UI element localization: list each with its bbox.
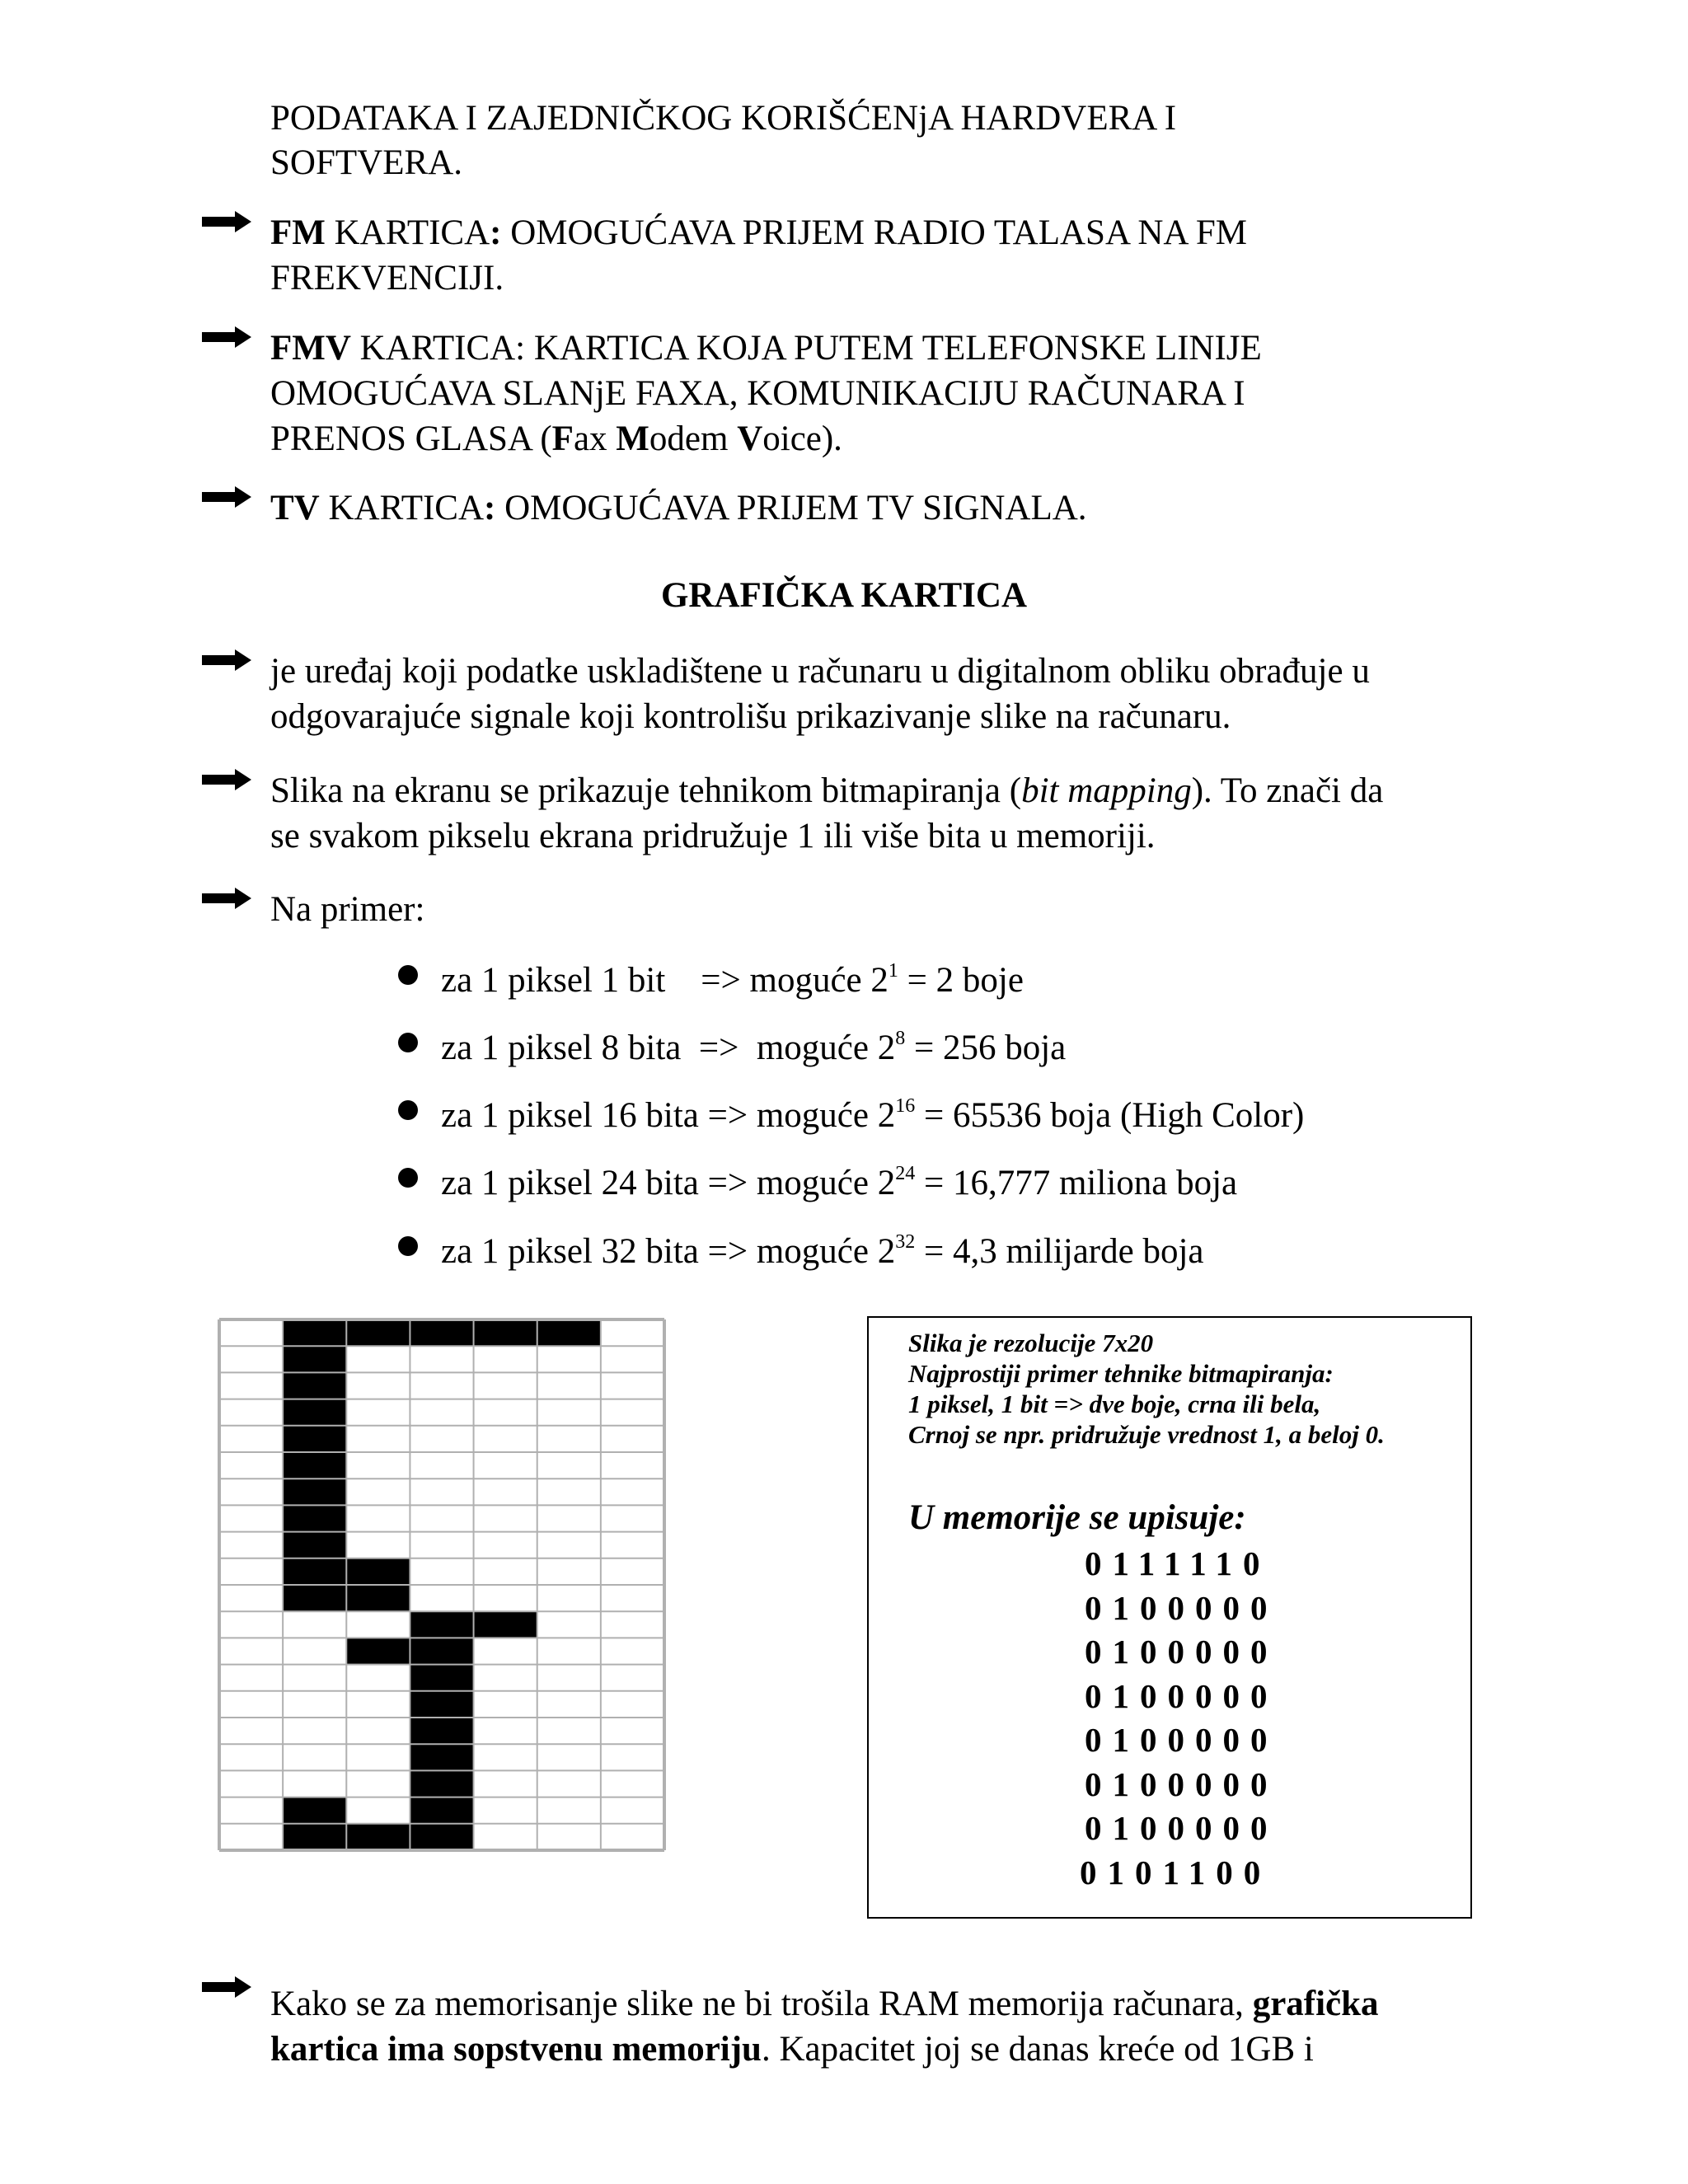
memory-row: 0100000 — [1085, 1588, 1278, 1627]
pixel-white — [410, 1585, 473, 1611]
pixel-white — [346, 1479, 410, 1505]
pixel-black — [410, 1824, 473, 1850]
pixel-black — [346, 1638, 410, 1664]
intro-line-1: PODATAKA I ZAJEDNIČKOG KORIŠĆENjA HARDVERA I — [270, 99, 1177, 138]
pixel-white — [474, 1718, 537, 1744]
pixel-white — [219, 1824, 283, 1850]
pixel-white — [219, 1718, 283, 1744]
info-line-1: Slika je rezolucije 7x20 — [908, 1329, 1154, 1357]
para1-line-2: odgovarajuće signale koji kontrolišu prikazivanje slike na računaru. — [270, 697, 1231, 736]
pixel-white — [601, 1319, 664, 1346]
memory-row: 0100000 — [1085, 1765, 1278, 1803]
bullet-icon — [398, 1168, 418, 1188]
pixel-white — [346, 1797, 410, 1824]
para2-line-2: se svakom pikselu ekrana pridružuje 1 ili više bita u memoriji. — [270, 817, 1156, 855]
pixel-white — [474, 1399, 537, 1426]
pixel-white — [346, 1611, 410, 1638]
pixel-white — [601, 1399, 664, 1426]
pixel-white — [346, 1532, 410, 1558]
pixel-black — [410, 1665, 473, 1691]
pixel-black — [283, 1797, 346, 1824]
pixel-white — [537, 1691, 601, 1718]
pixel-black — [410, 1319, 473, 1346]
pixel-black — [410, 1797, 473, 1824]
pixel-white — [537, 1426, 601, 1452]
example-item: za 1 piksel 16 bita => moguće $2^{16} = 65536$ boja (High Color) — [441, 1095, 1305, 1135]
pixel-white — [474, 1797, 537, 1824]
pixel-white — [537, 1638, 601, 1664]
pixel-white — [219, 1505, 283, 1531]
arrow-icon — [202, 486, 251, 508]
pixel-white — [346, 1426, 410, 1452]
intro-line-2: SOFTVERA. — [270, 143, 462, 182]
info-title: U memorije se upisuje: — [908, 1498, 1246, 1537]
pixel-white — [601, 1611, 664, 1638]
pixel-black — [474, 1319, 537, 1346]
pixel-white — [219, 1426, 283, 1452]
pixel-white — [346, 1770, 410, 1797]
pixel-white — [537, 1532, 601, 1558]
pixel-black — [283, 1319, 346, 1346]
final-line-2: kartica ima sopstvenu memoriju. Kapacitet joj se danas kreće od 1GB i — [270, 2030, 1314, 2069]
pixel-white — [537, 1718, 601, 1744]
fmv-card-line-2: OMOGUĆAVA SLANjE FAXA, KOMUNIKACIJU RAČUNARA I — [270, 374, 1245, 413]
pixel-white — [537, 1479, 601, 1505]
example-item: za 1 piksel 32 bita => moguće $2^{32} = 4,3$ milijarde boja — [441, 1231, 1204, 1271]
pixel-white — [474, 1770, 537, 1797]
pixel-black — [283, 1399, 346, 1426]
fm-rest: KARTICA — [325, 213, 490, 252]
pixel-black — [410, 1770, 473, 1797]
pixel-black — [283, 1372, 346, 1399]
pixel-white — [474, 1744, 537, 1770]
pixel-white — [219, 1585, 283, 1611]
pixel-white — [346, 1452, 410, 1479]
fmv-card-line-3: PRENOS GLASA (Fax Modem Voice). — [270, 419, 842, 458]
pixel-white — [410, 1479, 473, 1505]
pixel-white — [346, 1718, 410, 1744]
memory-row: 0111110 — [1085, 1544, 1271, 1582]
pixel-white — [219, 1399, 283, 1426]
pixel-white — [537, 1399, 601, 1426]
pixel-white — [474, 1691, 537, 1718]
pixel-white — [283, 1665, 346, 1691]
pixel-white — [537, 1558, 601, 1585]
pixel-black — [283, 1505, 346, 1531]
arrow-icon — [202, 649, 251, 671]
info-line-3: 1 piksel, 1 bit => dve boje, crna ili bela, — [908, 1390, 1321, 1418]
pixel-white — [219, 1452, 283, 1479]
pixel-white — [346, 1399, 410, 1426]
pixel-white — [474, 1558, 537, 1585]
pixel-white — [601, 1797, 664, 1824]
pixel-black — [537, 1319, 601, 1346]
pixel-black — [410, 1744, 473, 1770]
pixel-white — [410, 1372, 473, 1399]
pixel-white — [601, 1585, 664, 1611]
pixel-white — [601, 1479, 664, 1505]
pixel-black — [474, 1611, 537, 1638]
pixel-white — [474, 1585, 537, 1611]
pixel-white — [219, 1532, 283, 1558]
pixel-black — [346, 1319, 410, 1346]
pixel-white — [283, 1691, 346, 1718]
info-box — [867, 1316, 1472, 1919]
arrow-icon — [202, 888, 251, 909]
pixel-black — [410, 1638, 473, 1664]
pixel-white — [219, 1691, 283, 1718]
pixel-white — [346, 1691, 410, 1718]
pixel-black — [283, 1824, 346, 1850]
pixel-white — [219, 1346, 283, 1372]
pixel-white — [410, 1346, 473, 1372]
arrow-icon — [202, 769, 251, 790]
pixel-white — [601, 1665, 664, 1691]
pixel-black — [283, 1346, 346, 1372]
pixel-white — [410, 1399, 473, 1426]
pixel-white — [474, 1479, 537, 1505]
pixel-white — [537, 1770, 601, 1797]
pixel-white — [537, 1665, 601, 1691]
tv-card-line: TV KARTICA: OMOGUĆAVA PRIJEM TV SIGNALA. — [270, 489, 1087, 527]
arrow-icon — [202, 211, 251, 232]
memory-row: 0100000 — [1085, 1809, 1278, 1847]
pixel-white — [219, 1558, 283, 1585]
arrow-icon — [202, 1976, 251, 1998]
pixel-white — [219, 1638, 283, 1664]
memory-row: 0100000 — [1085, 1721, 1278, 1759]
info-line-4: Crnoj se npr. pridružuje vrednost 1, a beloj 0. — [908, 1420, 1385, 1449]
pixel-white — [283, 1638, 346, 1664]
fmv-card-line-1 — [270, 326, 1262, 371]
fmv-abbr: FMV — [270, 329, 351, 368]
pixel-white — [601, 1691, 664, 1718]
bullet-icon — [398, 1236, 418, 1256]
pixel-black — [410, 1691, 473, 1718]
bit-mapping-term: bit mapping — [1021, 771, 1192, 810]
pixel-white — [474, 1346, 537, 1372]
pixel-white — [474, 1824, 537, 1850]
pixel-black — [283, 1452, 346, 1479]
fm-card-line-1 — [270, 211, 1247, 255]
info-line-2: Najprostiji primer tehnike bitmapiranja: — [908, 1359, 1334, 1388]
pixel-white — [537, 1797, 601, 1824]
pixel-white — [410, 1532, 473, 1558]
pixel-white — [219, 1744, 283, 1770]
pixel-white — [537, 1824, 601, 1850]
pixel-white — [537, 1372, 601, 1399]
pixel-black — [410, 1718, 473, 1744]
pixel-white — [601, 1346, 664, 1372]
example-item: za 1 piksel 8 bita => moguće $2^8 = 256$ boja — [441, 1028, 1067, 1067]
pixel-white — [474, 1638, 537, 1664]
pixel-white — [283, 1744, 346, 1770]
pixel-black — [346, 1558, 410, 1585]
pixel-white — [601, 1505, 664, 1531]
pixel-white — [601, 1452, 664, 1479]
pixel-white — [283, 1611, 346, 1638]
pixel-white — [537, 1505, 601, 1531]
bullet-icon — [398, 965, 418, 985]
pixel-black — [283, 1585, 346, 1611]
pixel-white — [537, 1744, 601, 1770]
pixel-white — [283, 1770, 346, 1797]
fm-text: OMOGUĆAVA PRIJEM RADIO TALASA NA FM — [501, 213, 1248, 252]
para2-line-1: Slika na ekranu se prikazuje tehnikom bitmapiranja (bit mapping). To znači da — [270, 771, 1384, 810]
pixel-black — [283, 1426, 346, 1452]
pixel-white — [601, 1770, 664, 1797]
pixel-white — [283, 1718, 346, 1744]
pixel-white — [346, 1346, 410, 1372]
pixel-white — [474, 1372, 537, 1399]
pixel-white — [410, 1426, 473, 1452]
pixel-white — [474, 1505, 537, 1531]
pixel-white — [219, 1611, 283, 1638]
tv-abbr: TV — [270, 489, 320, 527]
pixel-black — [410, 1611, 473, 1638]
pixel-white — [537, 1611, 601, 1638]
pixel-white — [474, 1426, 537, 1452]
bitmap-grid — [217, 1317, 667, 1853]
fm-colon: : — [490, 213, 502, 252]
section-title: GRAFIČKA KARTICA — [660, 576, 1028, 615]
memory-rows — [1080, 1542, 1278, 1895]
pixel-white — [537, 1585, 601, 1611]
memory-row: 0101100 — [1080, 1853, 1272, 1891]
memory-row: 0100000 — [1085, 1676, 1278, 1715]
pixel-white — [474, 1665, 537, 1691]
pixel-white — [601, 1426, 664, 1452]
pixel-white — [601, 1558, 664, 1585]
pixel-white — [346, 1372, 410, 1399]
pixel-white — [474, 1452, 537, 1479]
memory-row: 0100000 — [1085, 1633, 1278, 1671]
para3-text: Na primer: — [270, 890, 425, 929]
fmv-rest: KARTICA: KARTICA KOJA PUTEM TELEFONSKE LINIJE — [350, 329, 1262, 368]
pixel-white — [346, 1665, 410, 1691]
pixel-white — [219, 1479, 283, 1505]
fm-card-line-2: FREKVENCIJI. — [270, 259, 504, 298]
pixel-white — [601, 1718, 664, 1744]
pixel-black — [283, 1479, 346, 1505]
pixel-black — [346, 1824, 410, 1850]
pixel-black — [346, 1585, 410, 1611]
final-line-1: Kako se za memorisanje slike ne bi trošila RAM memorija računara, grafička — [270, 1985, 1379, 2023]
pixel-white — [601, 1532, 664, 1558]
fm-abbr: FM — [270, 213, 326, 252]
pixel-black — [283, 1532, 346, 1558]
pixel-white — [346, 1744, 410, 1770]
pixel-white — [219, 1770, 283, 1797]
pixel-white — [346, 1505, 410, 1531]
para1-line-1: je uređaj koji podatke uskladištene u računaru u digitalnom obliku obrađuje u — [270, 652, 1370, 691]
pixel-white — [601, 1824, 664, 1850]
pixel-white — [601, 1372, 664, 1399]
pixel-black — [283, 1558, 346, 1585]
pixel-white — [410, 1505, 473, 1531]
pixel-white — [474, 1532, 537, 1558]
pixel-white — [219, 1319, 283, 1346]
pixel-white — [537, 1452, 601, 1479]
example-item: za 1 piksel 24 bita => moguće $2^{24} = 16,777$ miliona boja — [441, 1163, 1238, 1202]
pixel-white — [219, 1797, 283, 1824]
pixel-white — [410, 1452, 473, 1479]
pixel-white — [601, 1744, 664, 1770]
pixel-white — [410, 1558, 473, 1585]
bullet-icon — [398, 1033, 418, 1052]
arrow-icon — [202, 326, 251, 348]
pixel-white — [537, 1346, 601, 1372]
example-item: za 1 piksel 1 bit => moguće $2^1 = 2$ boje — [441, 960, 1024, 1000]
pixel-white — [219, 1372, 283, 1399]
pixel-white — [219, 1665, 283, 1691]
pixel-white — [601, 1638, 664, 1664]
bullet-icon — [398, 1100, 418, 1120]
